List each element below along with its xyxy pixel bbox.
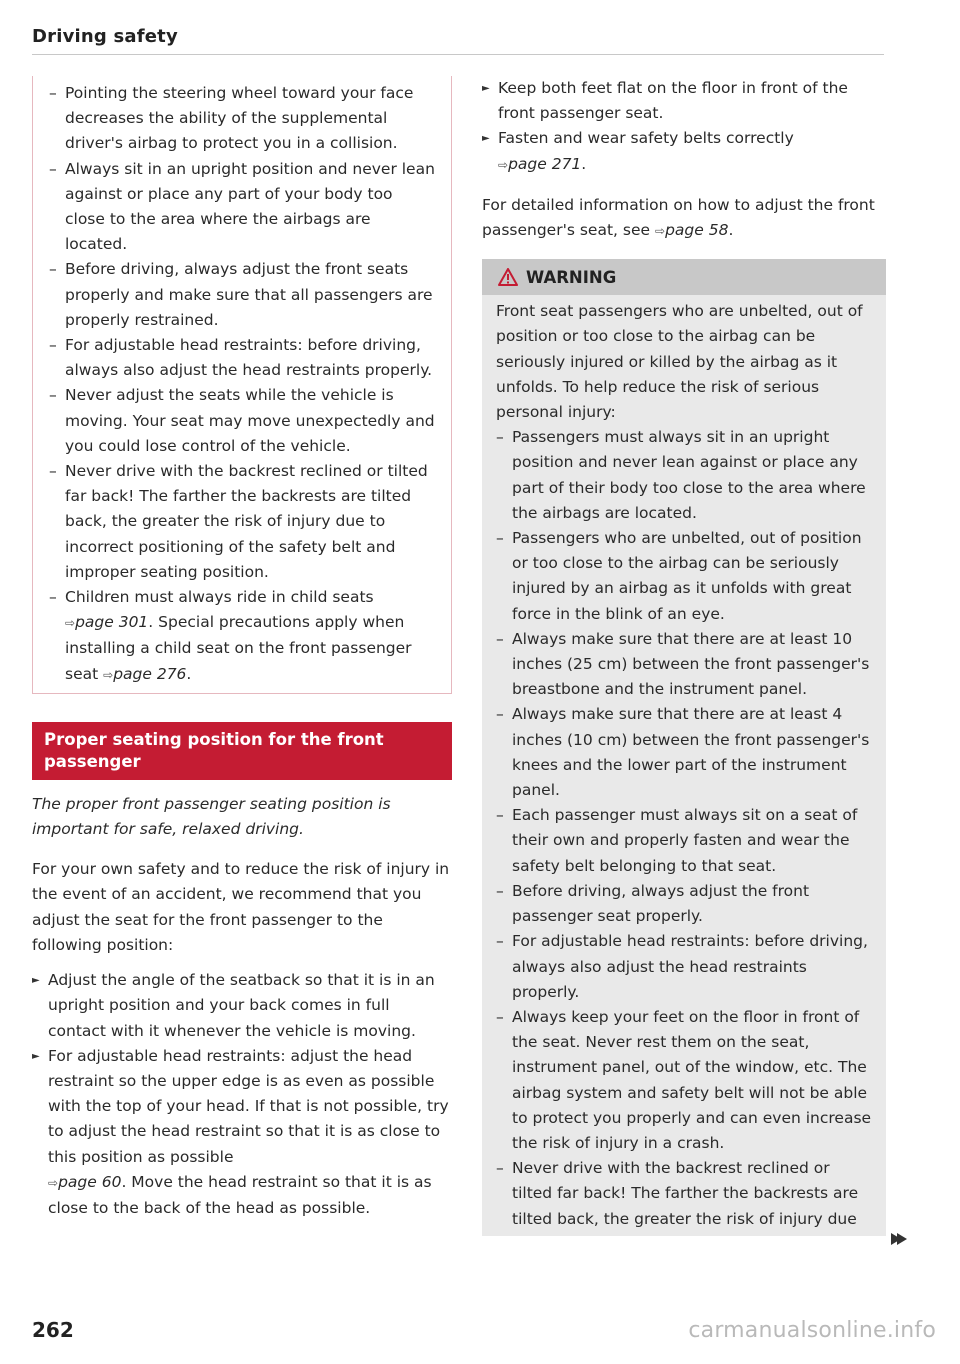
- body-paragraph: For your own safety and to reduce the risk of injury in the event of an accident, we recommend that you adjust the seat for the front passenger to the following position:: [32, 860, 450, 954]
- list-item: – For adjustable head restraints: before driving, always also adjust the head restraints properly.: [496, 929, 872, 1005]
- list-item: – Always sit in an upright position and never lean against or place any part of your body too close to the area where the airbags are located.: [49, 157, 437, 258]
- header-divider: [32, 54, 884, 55]
- warning-triangle-icon: [498, 268, 518, 286]
- list-item: ► Fasten and wear safety belts correctly ⇨page 271.: [482, 126, 886, 177]
- list-item: ► For adjustable head restraints: adjust the head restraint so the upper edge is as even as possible with the top of your head. If that is not possible, try to adjust the head restraint so that it is as close to this position as possible ⇨page 60. Move the head restraint so that it is as close to the back of the head as possible.: [32, 1044, 452, 1221]
- list-item: – Pointing the steering wheel toward your face decreases the ability of the supplemental driver's airbag to protect you in a collision.: [49, 81, 437, 157]
- warning-body: [482, 295, 886, 1236]
- page-ref-link[interactable]: ⇨page 60: [48, 1172, 122, 1191]
- arrow-right-icon: ⇨: [65, 616, 76, 631]
- warning-list: [49, 81, 437, 688]
- list-item: – Passengers who are unbelted, out of position or too close to the airbag can be seriously injured by an airbag as it unfolds with great force in the blink of an eye.: [496, 526, 872, 627]
- left-column: [32, 76, 452, 1221]
- warning-intro: Front seat passengers who are unbelted, out of position or too close to the airbag can be seriously injured or killed by the airbag as it unfolds. To help reduce the risk of serious personal injury:: [496, 302, 863, 422]
- list-item: – Always keep your feet on the floor in front of the seat. Never rest them on the seat, instrument panel, out of the window, etc. The airbag system and safety belt will not be able to protect you properly and can even increase the risk of injury in a crash.: [496, 1005, 872, 1156]
- list-item: – For adjustable head restraints: before driving, always also adjust the head restraints properly.: [49, 333, 437, 383]
- arrow-right-icon: ⇨: [655, 224, 666, 239]
- list-item: – Before driving, always adjust the front passenger seat properly.: [496, 879, 872, 929]
- list-item: – Each passenger must always sit on a seat of their own and properly fasten and wear the safety belt belonging to that seat.: [496, 803, 872, 879]
- warning-title: WARNING: [526, 267, 617, 287]
- page-ref-link[interactable]: ⇨page 271: [498, 154, 582, 173]
- section-title: Driving safety: [32, 26, 178, 47]
- continue-arrow-icon: [891, 1233, 901, 1245]
- list-item: ► Adjust the angle of the seatback so that it is in an upright position and your back comes in full contact with it whenever the vehicle is moving.: [32, 968, 452, 1044]
- arrow-right-icon: ⇨: [498, 157, 509, 172]
- section-intro: The proper front passenger seating position is important for safe, relaxed driving.: [32, 794, 391, 839]
- page-ref-link[interactable]: ⇨page 301: [65, 613, 149, 632]
- instruction-list: [32, 968, 452, 1221]
- continued-warning-box: [32, 76, 452, 694]
- page-ref-link[interactable]: ⇨page 276: [103, 664, 187, 683]
- body-paragraph: For detailed information on how to adjust the front passenger's seat, see ⇨page 58.: [482, 195, 875, 240]
- page-number: 262: [32, 1318, 74, 1342]
- warning-header: [482, 259, 886, 295]
- arrow-right-icon: ⇨: [103, 667, 114, 682]
- section-heading: Proper seating position for the front passenger: [32, 722, 452, 780]
- instruction-list: [482, 76, 886, 178]
- list-item: – Always make sure that there are at least 4 inches (10 cm) between the front passenger's knees and the lower part of the instrument panel.: [496, 702, 872, 803]
- list-item: – Never drive with the backrest reclined or tilted far back! The farther the backrests are tilted back, the greater the risk of injury due: [496, 1156, 872, 1232]
- warning-box: [482, 259, 886, 1236]
- list-item: – Never adjust the seats while the vehicle is moving. Your seat may move unexpectedly and you could lose control of the vehicle.: [49, 383, 437, 459]
- list-item: – Never drive with the backrest reclined or tilted far back! The farther the backrests are tilted back, the greater the risk of injury due to incorrect positioning of the safety belt and improper seating position.: [49, 459, 437, 585]
- list-item: – Children must always ride in child seats ⇨page 301. Special precautions apply when installing a child seat on the front passenger seat ⇨page 276.: [49, 585, 437, 688]
- list-item: – Before driving, always adjust the front seats properly and make sure that all passengers are properly restrained.: [49, 257, 437, 333]
- watermark: carmanualsonline.info: [688, 1318, 936, 1343]
- list-item: – Always make sure that there are at least 10 inches (25 cm) between the front passenger's breastbone and the instrument panel.: [496, 627, 872, 703]
- list-item: – Passengers must always sit in an upright position and never lean against or place any part of their body too close to the area where the airbags are located.: [496, 425, 872, 526]
- warning-list: [496, 425, 872, 1232]
- page-ref-link[interactable]: ⇨page 58: [655, 221, 729, 240]
- list-item: ► Keep both feet flat on the floor in front of the front passenger seat.: [482, 76, 886, 126]
- arrow-right-icon: ⇨: [48, 1175, 59, 1190]
- right-column: [482, 76, 886, 1236]
